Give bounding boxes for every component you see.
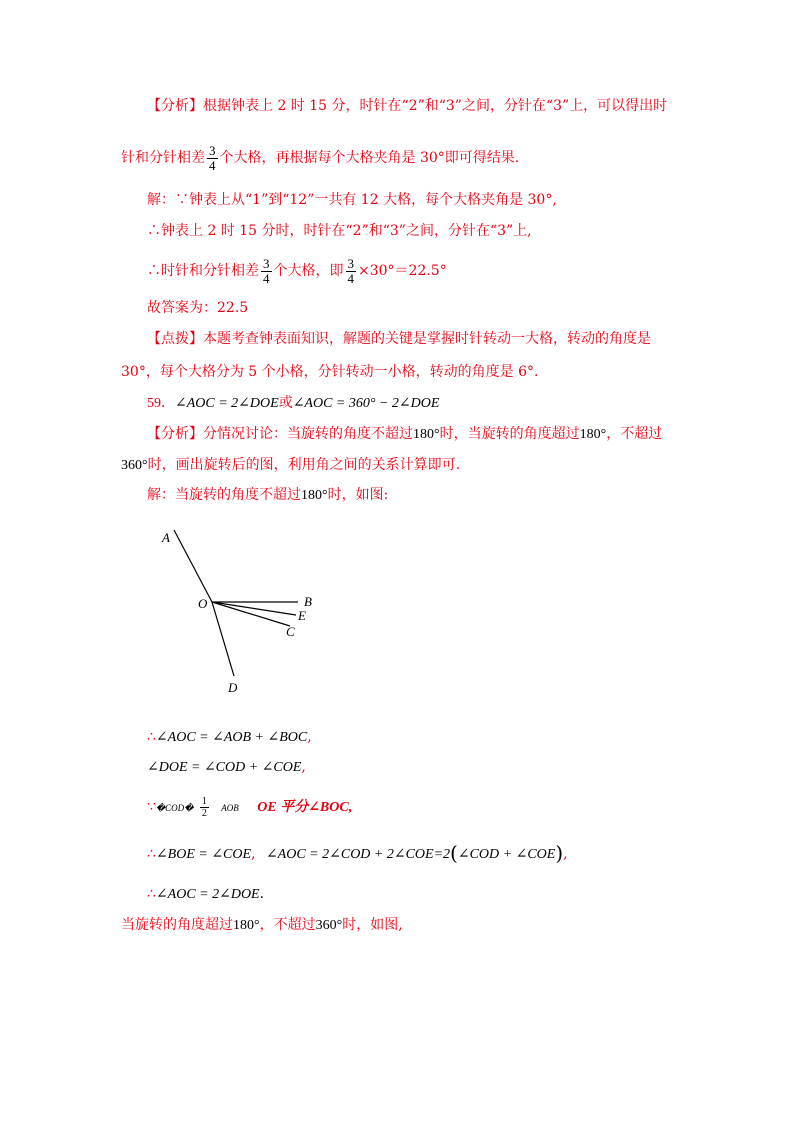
- step-4: ∴∠BOE = ∠COE, ∠AOC = 2∠COD + 2∠COE=2(∠COD + ∠COE),: [147, 841, 568, 865]
- label-b: B: [304, 594, 312, 609]
- solution-text: ∴时针和分针相差: [147, 263, 259, 279]
- fraction-3-4: [346, 257, 357, 286]
- step-3: [147, 793, 352, 822]
- case-2-intro: [121, 915, 403, 936]
- analysis-text: ，不超过: [606, 426, 663, 442]
- solution-text: 当旋转的角度超过: [121, 917, 233, 933]
- answer-formula-b: ∠AOC = 360° − 2∠DOE: [292, 396, 440, 411]
- question-number: 59．: [147, 396, 175, 411]
- tip-line-1: [147, 329, 651, 349]
- step-formula: ∠BOE = ∠COE: [155, 847, 252, 862]
- or-word: 或: [278, 395, 293, 411]
- step-5: ∴∠AOC = 2∠DOE.: [147, 886, 265, 902]
- solution-text: 解：当旋转的角度不超过: [147, 487, 301, 503]
- ray-oe: [212, 602, 296, 615]
- step-2: ∠DOE = ∠COD + ∠COE,: [147, 759, 306, 775]
- step-1: ∴∠AOC = ∠AOB + ∠BOC,: [147, 729, 312, 745]
- ray-oc: [212, 602, 290, 626]
- analysis-text: 时，当旋转的角度超过: [439, 426, 580, 442]
- solution-1-line-1: 解：∵钟表上从“1”到“12”一共有 12 大格，每个大格夹角是 30°,: [147, 192, 557, 208]
- degree-360: 360°: [315, 918, 343, 933]
- fraction-numerator: 3: [209, 142, 216, 158]
- analysis-2-line-1: [147, 424, 662, 445]
- therefore-sign: ∴: [147, 846, 156, 862]
- fraction-3-4: [207, 144, 218, 173]
- step-formula: ∠AOC = 2∠COD + 2∠COE=2: [265, 847, 451, 862]
- label-c: C: [286, 624, 295, 639]
- fraction-numerator: 3: [263, 255, 270, 271]
- fraction-3-4: [261, 257, 272, 286]
- geometry-figure: [150, 520, 330, 700]
- analysis-text: 分情况讨论：当旋转的角度不超过: [203, 426, 413, 442]
- analysis-tag: 【分析】: [147, 98, 203, 114]
- tip-text: 本题考查钟表面知识，解题的关键是掌握时针转动一大格，转动的角度是: [203, 331, 651, 347]
- fraction-denominator: 4: [209, 157, 216, 173]
- tip-tag: 【点拨】: [147, 331, 203, 347]
- label-o: O: [198, 596, 208, 611]
- fraction-numerator: 1: [201, 795, 207, 807]
- garbled-formula: AOB: [221, 803, 239, 813]
- solution-text: 时，如图:: [327, 487, 389, 503]
- tip-line-2: 30°，每个大格分为 5 个小格，分针转动一小格，转动的角度是 6°.: [121, 364, 539, 380]
- degree-180: 180°: [301, 488, 328, 503]
- question-59-answer: [147, 393, 439, 414]
- fraction-denominator: 2: [201, 807, 207, 819]
- analysis-text: 个大格，再根据每个大格夹角是 30°即可得结果.: [219, 150, 520, 166]
- ray-oa: [174, 530, 212, 602]
- solution-1-line-2: ∴钟表上 2 时 15 分时，时针在“2”和“3”之间，分针在“3”上,: [147, 223, 532, 239]
- because-sign: ∵: [147, 799, 156, 815]
- label-d: D: [228, 680, 238, 695]
- degree-180: 180°: [413, 427, 440, 442]
- degree-180: 180°: [579, 427, 607, 442]
- analysis-text: 根据钟表上 2 时 15 分，时针在“2”和“3”之间，分针在“3”上，可以得出时: [203, 98, 668, 114]
- label-a: A: [162, 530, 170, 545]
- solution-1-line-3: [147, 253, 447, 289]
- analysis-tag: 【分析】: [147, 426, 203, 442]
- analysis-1-line-1: [147, 96, 667, 116]
- step-formula: ∠AOC = ∠AOB + ∠BOC: [155, 730, 308, 745]
- ray-od: [212, 602, 234, 676]
- therefore-sign: ∴: [147, 729, 156, 745]
- step-formula: ∠COD + ∠COE: [457, 847, 556, 862]
- solution-2-intro: [147, 485, 388, 506]
- answer-line: 故答案为：22.5: [147, 300, 249, 316]
- solution-text: ×30°＝22.5°: [358, 263, 447, 279]
- step-formula: ∠AOC = 2∠DOE: [155, 887, 260, 902]
- fraction-half: [200, 796, 209, 819]
- therefore-sign: ∴: [147, 886, 156, 902]
- fraction-denominator: 4: [347, 270, 354, 286]
- label-e: E: [298, 608, 306, 623]
- solution-text: 个大格，即: [273, 263, 344, 279]
- solution-text: ，不超过: [259, 917, 316, 933]
- analysis-2-line-2: [121, 455, 460, 476]
- degree-360: 360°: [121, 458, 148, 473]
- step-formula: ∠DOE = ∠COD + ∠COE: [147, 760, 302, 775]
- step-text: OE 平分∠BOC,: [257, 800, 353, 815]
- degree-180: 180°: [233, 918, 260, 933]
- analysis-text: 时，画出旋转后的图，利用角之间的关系计算即可.: [147, 457, 461, 473]
- fraction-denominator: 4: [263, 270, 270, 286]
- garbled-formula: �COD�: [155, 803, 194, 813]
- solution-text: 时，如图,: [342, 917, 403, 933]
- analysis-text: 针和分针相差: [121, 150, 205, 166]
- answer-formula-a: ∠AOC = 2∠DOE: [175, 396, 279, 411]
- analysis-1-line-2: [121, 140, 519, 176]
- fraction-numerator: 3: [347, 255, 354, 271]
